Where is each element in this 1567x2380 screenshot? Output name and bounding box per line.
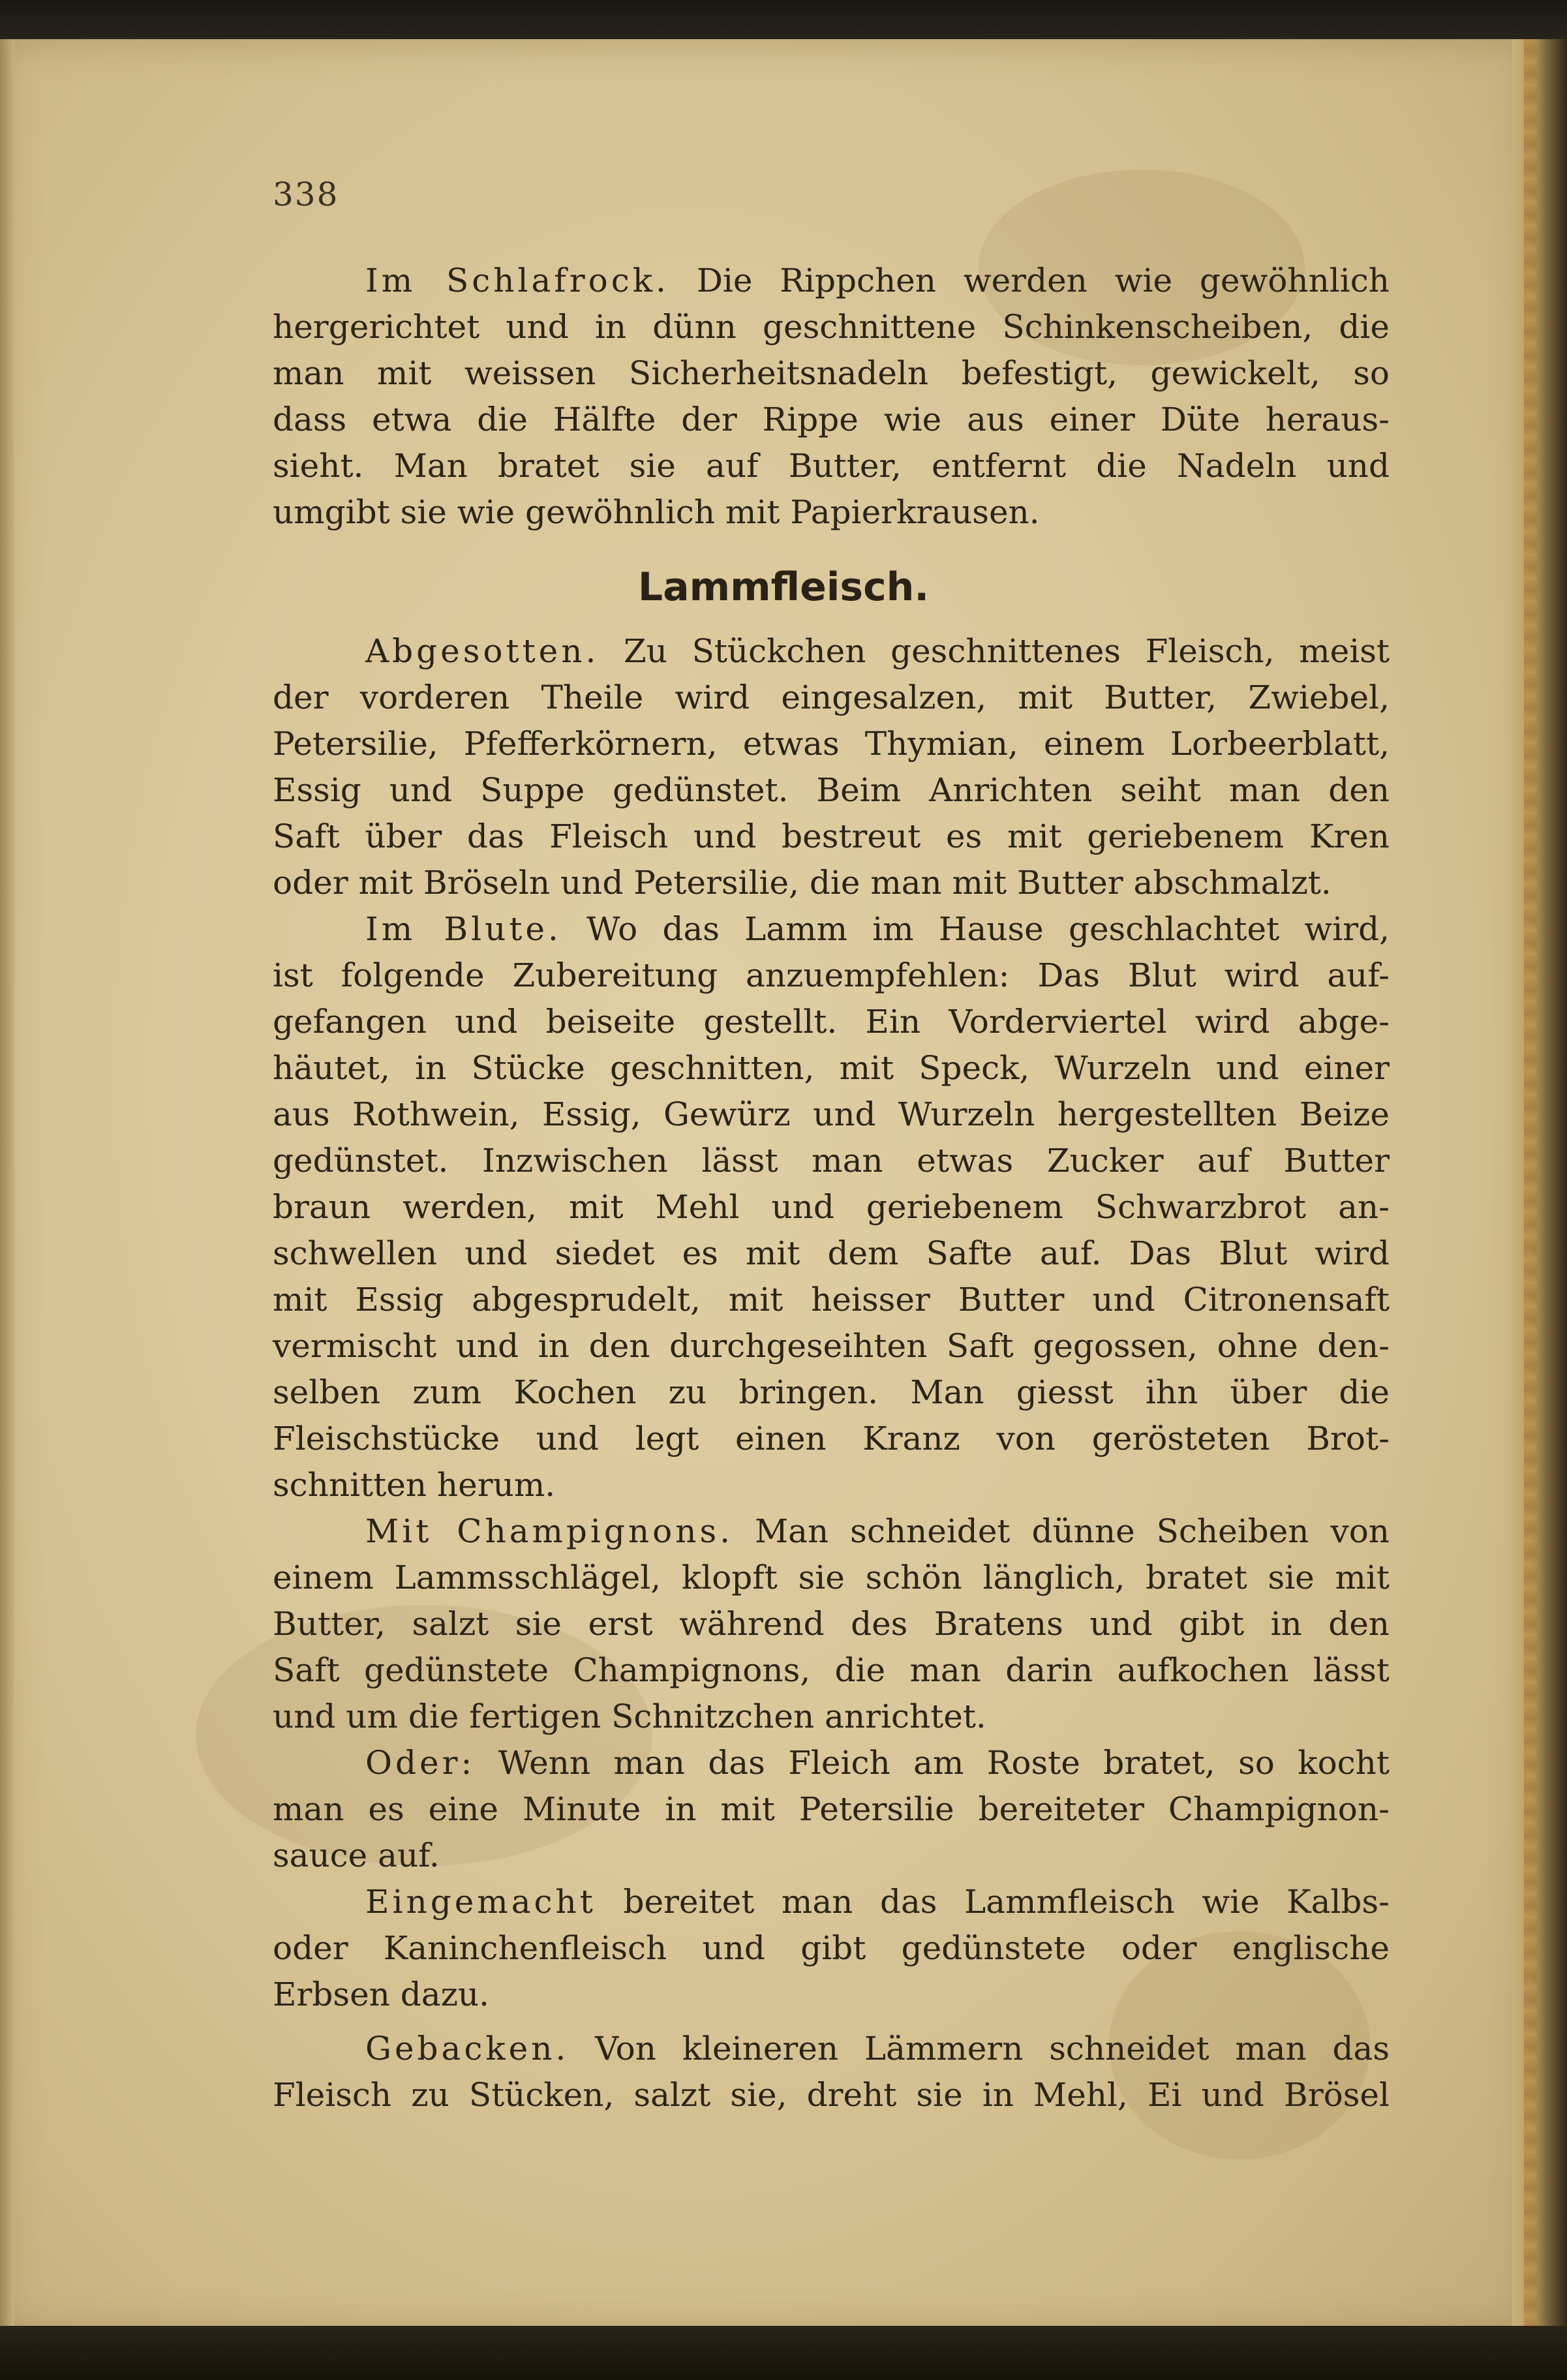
text-line: mit Essig abgesprudelt, mit heisser Butter und Citronensaft [273, 1281, 1390, 1319]
text-line: häutet, in Stücke geschnitten, mit Speck, Wurzeln und einer [273, 1049, 1390, 1087]
text-line [365, 906, 1390, 952]
line-text: bereitet man das Lammfleisch wie Kalbs- [623, 1883, 1390, 1921]
text-line: sauce auf. [273, 1837, 440, 1874]
line-text: Zu Stückchen geschnittenes Fleisch, meist [624, 632, 1390, 670]
text-line: Butter, salzt sie erst während des Bratens und gibt in den [273, 1605, 1390, 1643]
text-line [365, 628, 1390, 674]
text-line: dass etwa die Hälfte der Rippe wie aus einer Düte heraus- [273, 401, 1390, 438]
text-line: der vorderen Theile wird eingesalzen, mit Butter, Zwiebel, [273, 679, 1390, 716]
text-line: schnitten herum. [273, 1466, 556, 1504]
text-line: Fleisch zu Stücken, salzt sie, dreht sie in Mehl, Ei und Brösel [273, 2076, 1390, 2114]
text-line: Saft über das Fleisch und bestreut es mit geriebenem Kren [273, 817, 1390, 855]
text-line: oder mit Bröseln und Petersilie, die man mit Butter abschmalzt. [273, 864, 1331, 902]
text-line: man es eine Minute in mit Petersilie bereiteter Champignon- [273, 1790, 1390, 1828]
text-line: umgibt sie wie gewöhnlich mit Papierkrausen. [273, 493, 1040, 531]
text-line: selben zum Kochen zu bringen. Man giesst ihn über die [273, 1373, 1390, 1411]
line-text: Wo das Lamm im Hause geschlachtet wird, [586, 910, 1390, 948]
text-line: Fleischstücke und legt einen Kranz von gerösteten Brot- [273, 1420, 1390, 1457]
text-line: schwellen und siedet es mit dem Safte auf. Das Blut wird [273, 1234, 1390, 1272]
text-line: aus Rothwein, Essig, Gewürz und Wurzeln hergestellten Beize [273, 1095, 1390, 1133]
section-heading: Lammfleisch. [637, 564, 930, 610]
recipe-lead: Abgesotten. [365, 632, 600, 670]
text-line: sieht. Man bratet sie auf Butter, entfernt die Nadeln und [273, 447, 1390, 485]
text-line [365, 1879, 1390, 1925]
text-line: vermischt und in den durchgeseihten Saft gegossen, ohne den- [273, 1327, 1390, 1365]
recipe-lead: Im Schlafrock. [365, 262, 669, 299]
text-line: Essig und Suppe gedünstet. Beim Anrichten seiht man den [273, 771, 1390, 809]
recipe-lead: Mit Champignons. [365, 1512, 733, 1550]
recipe-lead: Im Blute. [365, 910, 562, 948]
text-line: ist folgende Zubereitung anzuempfehlen: Das Blut wird auf- [273, 956, 1390, 994]
recipe-lead: Oder: [365, 1744, 476, 1782]
text-line [365, 1508, 1390, 1554]
line-text: Von kleineren Lämmern schneidet man das [595, 2030, 1390, 2067]
text-line [365, 1740, 1390, 1786]
line-text: Die Rippchen werden wie gewöhnlich [696, 262, 1390, 299]
text-line [365, 2026, 1390, 2071]
text-line: Erbsen dazu. [273, 1976, 490, 2013]
text-line: einem Lammsschlägel, klopft sie schön länglich, bratet sie mit [273, 1559, 1390, 1596]
text-line: braun werden, mit Mehl und geriebenem Schwarzbrot an- [273, 1188, 1390, 1226]
text-line [365, 258, 1390, 303]
line-text: Man schneidet dünne Scheiben von [754, 1512, 1390, 1550]
text-line: und um die fertigen Schnitzchen anrichtet. [273, 1698, 986, 1735]
text-line: Petersilie, Pfefferkörnern, etwas Thymian, einem Lorbeerblatt, [273, 725, 1390, 763]
text-line: gedünstet. Inzwischen lässt man etwas Zucker auf Butter [273, 1142, 1390, 1180]
recipe-lead: Gebacken. [365, 2030, 570, 2067]
text-line: man mit weissen Sicherheitsnadeln befestigt, gewickelt, so [273, 354, 1390, 392]
text-line: gefangen und beiseite gestellt. Ein Vorderviertel wird abge- [273, 1003, 1390, 1041]
text-line: oder Kaninchenfleisch und gibt gedünstete oder englische [273, 1929, 1390, 1967]
text-line: hergerichtet und in dünn geschnittene Schinkenscheiben, die [273, 308, 1390, 346]
recipe-lead: Eingemacht [365, 1883, 596, 1921]
line-text: Wenn man das Fleich am Roste bratet, so kocht [498, 1744, 1390, 1782]
page-number: 338 [273, 175, 339, 213]
text-line: Saft gedünstete Champignons, die man darin aufkochen lässt [273, 1651, 1390, 1689]
